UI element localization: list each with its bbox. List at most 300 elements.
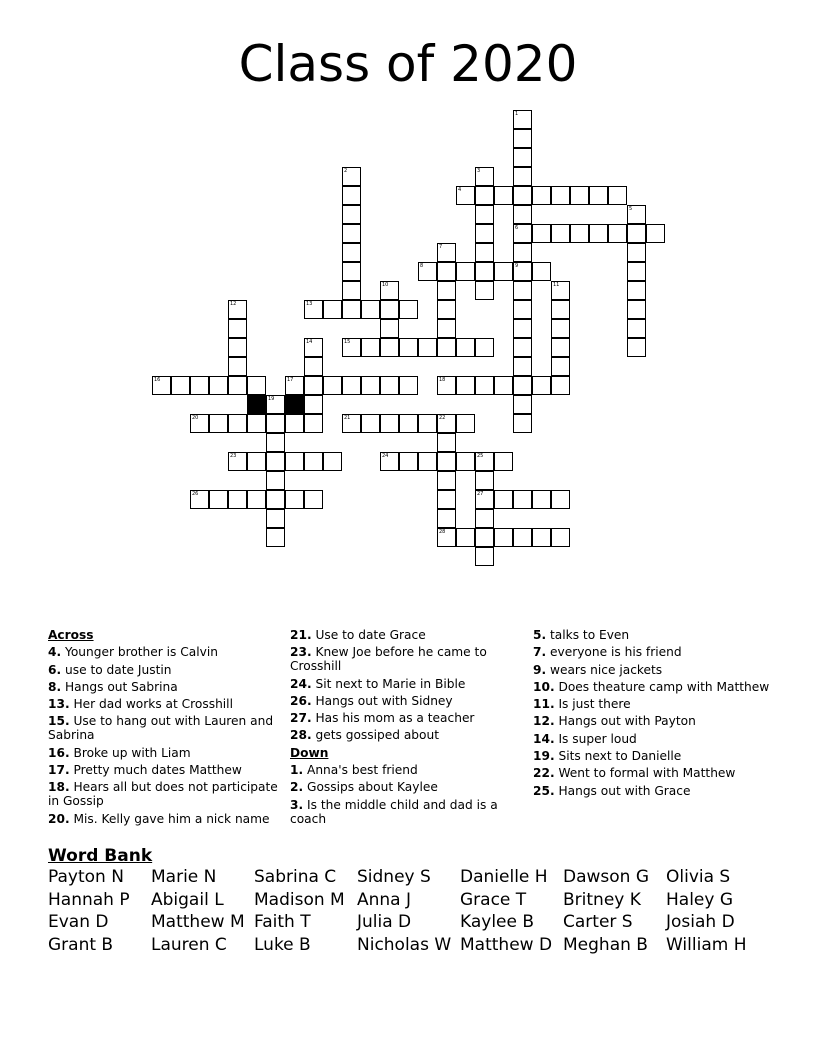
crossword-cell[interactable]	[570, 186, 589, 205]
clue-number: 22	[439, 415, 446, 421]
word-bank-name: Marie N	[151, 867, 217, 887]
word-bank-title: Word Bank	[48, 846, 153, 866]
crossword-cell[interactable]	[475, 452, 494, 471]
clue-number: 5	[629, 206, 633, 212]
crossword-cell[interactable]	[513, 338, 532, 357]
crossword-cell[interactable]	[304, 395, 323, 414]
crossword-cell[interactable]	[627, 300, 646, 319]
clue-number: 12	[230, 301, 237, 307]
crossword-cell[interactable]	[285, 414, 304, 433]
crossword-cell[interactable]	[532, 262, 551, 281]
clue-text: Is just there	[554, 697, 631, 712]
crossword-cell[interactable]	[266, 414, 285, 433]
page-title: Class of 2020	[238, 35, 578, 93]
crossword-cell[interactable]	[608, 224, 627, 243]
clue-text: Pretty much dates Matthew	[69, 763, 242, 778]
clue-item	[48, 746, 288, 760]
clue-text: Younger brother is Calvin	[61, 645, 218, 660]
clue-item	[533, 766, 773, 780]
crossword-cell[interactable]	[228, 357, 247, 376]
crossword-cell[interactable]	[171, 376, 190, 395]
clue-text: everyone is his friend	[546, 645, 682, 660]
word-bank-name: Faith T	[254, 912, 311, 932]
clue-item	[533, 714, 773, 728]
crossword-cell[interactable]	[494, 528, 513, 547]
crossword-cell[interactable]	[418, 338, 437, 357]
clue-number: 7.	[533, 645, 547, 660]
crossword-cell[interactable]	[513, 186, 532, 205]
clue-text: Hangs out Sabrina	[61, 679, 178, 694]
clue-item	[533, 628, 773, 642]
crossword-cell[interactable]	[532, 528, 551, 547]
clue-item	[533, 784, 773, 798]
shaded-square	[247, 395, 266, 414]
crossword-cell[interactable]	[228, 319, 247, 338]
clue-number: 14	[306, 339, 313, 345]
crossword-cell[interactable]	[551, 224, 570, 243]
clue-text: Her dad works at Crosshill	[69, 697, 233, 712]
crossword-cell[interactable]	[342, 338, 361, 357]
crossword-cell[interactable]	[437, 471, 456, 490]
crossword-cell[interactable]	[437, 414, 456, 433]
clue-text: Gossips about Kaylee	[303, 780, 438, 795]
word-bank-name: Julia D	[357, 912, 412, 932]
crossword-cell[interactable]	[266, 395, 285, 414]
clue-number: 15	[344, 339, 351, 345]
crossword-cell[interactable]	[551, 319, 570, 338]
clue-item	[48, 780, 288, 808]
word-bank-name: Sabrina C	[254, 867, 337, 887]
crossword-cell[interactable]	[456, 414, 475, 433]
crossword-cell[interactable]	[570, 224, 589, 243]
clue-text: Hangs out with Sidney	[311, 693, 453, 708]
shaded-square	[285, 395, 304, 414]
word-bank-name: Josiah D	[666, 912, 735, 932]
crossword-cell[interactable]	[304, 300, 323, 319]
crossword-cell[interactable]	[494, 376, 513, 395]
clue-number: 7	[439, 244, 443, 250]
clue-number: 10	[382, 282, 389, 288]
crossword-cell[interactable]	[380, 414, 399, 433]
clue-text: Sits next to Danielle	[554, 749, 682, 764]
clue-number: 5.	[533, 628, 547, 642]
crossword-cell[interactable]	[437, 452, 456, 471]
clue-number: 8	[420, 263, 424, 269]
crossword-cell[interactable]	[513, 281, 532, 300]
crossword-cell[interactable]	[266, 509, 285, 528]
crossword-cell[interactable]	[551, 528, 570, 547]
crossword-cell[interactable]	[475, 490, 494, 509]
clue-number: 4	[458, 187, 462, 193]
clue-item	[533, 749, 773, 763]
crossword-cell[interactable]	[228, 300, 247, 319]
clue-number: 9	[515, 263, 519, 269]
clue-number: 16	[154, 377, 161, 383]
crossword-cell[interactable]	[456, 262, 475, 281]
word-bank-name: Danielle H	[460, 867, 548, 887]
crossword-cell[interactable]	[380, 319, 399, 338]
crossword-cell[interactable]	[551, 186, 570, 205]
crossword-cell[interactable]	[361, 300, 380, 319]
word-bank-name: Kaylee B	[460, 912, 535, 932]
crossword-cell[interactable]	[627, 262, 646, 281]
crossword-cell[interactable]	[399, 414, 418, 433]
clue-number: 22.	[533, 766, 555, 781]
crossword-cell[interactable]	[475, 205, 494, 224]
crossword-cell[interactable]	[266, 528, 285, 547]
crossword-cell[interactable]	[551, 281, 570, 300]
word-bank-name: Evan D	[48, 912, 109, 932]
crossword-cell[interactable]	[494, 490, 513, 509]
crossword-cell[interactable]	[513, 167, 532, 186]
clue-number: 19	[268, 396, 275, 402]
clue-number: 12.	[533, 714, 555, 729]
crossword-cell[interactable]	[342, 262, 361, 281]
word-bank-name: Meghan B	[563, 934, 648, 955]
crossword-cell[interactable]	[380, 338, 399, 357]
crossword-cell[interactable]	[551, 357, 570, 376]
clue-number: 11	[553, 282, 560, 288]
crossword-cell[interactable]	[380, 281, 399, 300]
clue-number: 28	[439, 529, 446, 535]
crossword-cell[interactable]	[627, 224, 646, 243]
crossword-cell[interactable]	[551, 338, 570, 357]
word-bank-name: Matthew M	[151, 912, 245, 932]
clue-number: 20	[192, 415, 199, 421]
crossword-cell[interactable]	[152, 376, 171, 395]
crossword-cell[interactable]	[456, 376, 475, 395]
word-bank-name: Dawson G	[563, 867, 650, 887]
crossword-cell[interactable]	[342, 243, 361, 262]
clues-column-2	[290, 628, 526, 829]
crossword-cell[interactable]	[342, 376, 361, 395]
crossword-cell[interactable]	[342, 186, 361, 205]
clue-item	[290, 711, 526, 725]
crossword-cell[interactable]	[589, 224, 608, 243]
crossword-cell[interactable]	[342, 414, 361, 433]
crossword-cell[interactable]	[361, 376, 380, 395]
clue-item	[290, 780, 526, 794]
crossword-cell[interactable]	[361, 338, 380, 357]
clue-number: 16.	[48, 745, 70, 760]
clue-number: 13	[306, 301, 313, 307]
word-bank-name: Madison M	[254, 889, 345, 910]
crossword-cell[interactable]	[285, 452, 304, 471]
clue-number: 1.	[290, 763, 304, 778]
clue-text: Knew Joe before he came to Crosshill	[290, 645, 487, 674]
crossword-cell[interactable]	[418, 414, 437, 433]
clue-text: Has his mom as a teacher	[311, 711, 475, 726]
word-bank-name: Britney K	[563, 889, 641, 910]
crossword-cell[interactable]	[323, 300, 342, 319]
crossword-cell[interactable]	[475, 243, 494, 262]
crossword-cell[interactable]	[304, 490, 323, 509]
crossword-cell[interactable]	[437, 376, 456, 395]
crossword-cell[interactable]	[456, 338, 475, 357]
crossword-cell[interactable]	[209, 414, 228, 433]
crossword-cell[interactable]	[342, 167, 361, 186]
crossword-cell[interactable]	[513, 300, 532, 319]
crossword-cell[interactable]	[285, 376, 304, 395]
crossword-cell[interactable]	[266, 452, 285, 471]
crossword-cell[interactable]	[494, 262, 513, 281]
clue-item	[290, 677, 526, 691]
clue-text: Is the middle child and dad is a coach	[290, 797, 498, 826]
clue-number: 27.	[290, 711, 312, 726]
crossword-cell[interactable]	[437, 300, 456, 319]
clue-text: Anna's best friend	[303, 763, 418, 778]
crossword-cell[interactable]	[513, 243, 532, 262]
clue-item	[290, 798, 526, 826]
clue-text: Went to formal with Matthew	[554, 766, 736, 781]
clue-text: Broke up with Liam	[69, 745, 191, 760]
crossword-cell[interactable]	[456, 452, 475, 471]
crossword-cell[interactable]	[475, 262, 494, 281]
crossword-cell[interactable]	[513, 490, 532, 509]
crossword-cell[interactable]	[475, 224, 494, 243]
clue-number: 26	[192, 491, 199, 497]
clue-number: 27	[477, 491, 484, 497]
crossword-cell[interactable]	[627, 243, 646, 262]
clue-number: 8.	[48, 679, 62, 694]
word-bank-name: Sidney S	[357, 867, 431, 887]
crossword-cell[interactable]	[342, 205, 361, 224]
crossword-cell[interactable]	[437, 319, 456, 338]
clue-number: 24.	[290, 676, 312, 691]
crossword-cell[interactable]	[247, 490, 266, 509]
crossword-cell[interactable]	[247, 414, 266, 433]
clue-item	[290, 694, 526, 708]
clue-number: 13.	[48, 697, 70, 712]
crossword-cell[interactable]	[437, 262, 456, 281]
clue-text: Use to date Grace	[311, 628, 426, 642]
word-bank-name: William H	[666, 934, 747, 955]
crossword-cell[interactable]	[532, 490, 551, 509]
clue-item	[290, 728, 526, 742]
crossword-cell[interactable]	[513, 528, 532, 547]
clue-item	[290, 763, 526, 777]
crossword-cell[interactable]	[551, 376, 570, 395]
crossword-cell[interactable]	[266, 433, 285, 452]
crossword-cell[interactable]	[399, 300, 418, 319]
crossword-cell[interactable]	[247, 452, 266, 471]
word-bank-name: Carter S	[563, 912, 633, 932]
crossword-cell[interactable]	[342, 281, 361, 300]
crossword-cell[interactable]	[475, 281, 494, 300]
word-bank-name: Haley G	[666, 889, 734, 910]
clue-text: Sit next to Marie in Bible	[311, 676, 466, 691]
clue-item	[290, 628, 526, 642]
crossword-cell[interactable]	[228, 338, 247, 357]
clue-item	[533, 663, 773, 677]
crossword-cell[interactable]	[399, 452, 418, 471]
crossword-cell[interactable]	[418, 452, 437, 471]
crossword-cell[interactable]	[513, 224, 532, 243]
clue-number: 18.	[48, 780, 70, 795]
crossword-cell[interactable]	[323, 376, 342, 395]
crossword-cell[interactable]	[304, 414, 323, 433]
word-bank-name: Grant B	[48, 934, 114, 955]
clue-number: 3	[477, 168, 481, 174]
crossword-cell[interactable]	[589, 186, 608, 205]
word-bank-name: Matthew D	[460, 934, 553, 955]
crossword-cell[interactable]	[190, 414, 209, 433]
crossword-cell[interactable]	[475, 167, 494, 186]
crossword-cell[interactable]	[399, 338, 418, 357]
crossword-cell[interactable]	[513, 129, 532, 148]
crossword-cell[interactable]	[627, 319, 646, 338]
clue-number: 21	[344, 415, 351, 421]
crossword-cell[interactable]	[437, 338, 456, 357]
crossword-cell[interactable]	[513, 395, 532, 414]
clue-item	[533, 732, 773, 746]
crossword-cell[interactable]	[342, 300, 361, 319]
clues-column-1	[48, 628, 288, 829]
crossword-cell[interactable]	[380, 452, 399, 471]
crossword-cell[interactable]	[266, 471, 285, 490]
clue-number: 15.	[48, 714, 70, 729]
crossword-cell[interactable]	[494, 452, 513, 471]
clue-number: 2.	[290, 780, 304, 795]
crossword-cell[interactable]	[513, 110, 532, 129]
crossword-cell[interactable]	[475, 186, 494, 205]
clue-text: Hears all but does not participate in Gossip	[48, 780, 278, 809]
clue-text: wears nice jackets	[546, 662, 663, 677]
crossword-cell[interactable]	[513, 205, 532, 224]
crossword-cell[interactable]	[627, 338, 646, 357]
clue-number: 28.	[290, 728, 312, 743]
crossword-cell[interactable]	[209, 376, 228, 395]
crossword-cell[interactable]	[513, 376, 532, 395]
crossword-cell[interactable]	[551, 490, 570, 509]
crossword-cell[interactable]	[437, 490, 456, 509]
crossword-cell[interactable]	[190, 490, 209, 509]
crossword-cell[interactable]	[608, 186, 627, 205]
crossword-cell[interactable]	[342, 224, 361, 243]
crossword-cell[interactable]	[532, 224, 551, 243]
clue-item	[290, 645, 526, 673]
crossword-cell[interactable]	[437, 528, 456, 547]
crossword-cell[interactable]	[418, 262, 437, 281]
crossword-cell[interactable]	[228, 414, 247, 433]
crossword-cell[interactable]	[437, 281, 456, 300]
crossword-cell[interactable]	[513, 357, 532, 376]
word-bank-name: Olivia S	[666, 867, 731, 887]
crossword-cell[interactable]	[190, 376, 209, 395]
crossword-cell[interactable]	[228, 490, 247, 509]
clue-item	[48, 663, 288, 677]
clue-number: 10.	[533, 679, 555, 694]
clue-text: Does theature camp with Matthew	[554, 679, 770, 694]
crossword-cell[interactable]	[513, 148, 532, 167]
clue-number: 6.	[48, 662, 62, 677]
crossword-cell[interactable]	[513, 319, 532, 338]
clue-item	[533, 697, 773, 711]
clue-number: 6	[515, 225, 519, 231]
crossword-cell[interactable]	[380, 376, 399, 395]
crossword-cell[interactable]	[266, 490, 285, 509]
crossword-cell[interactable]	[456, 528, 475, 547]
crossword-cell[interactable]	[513, 262, 532, 281]
crossword-cell[interactable]	[437, 243, 456, 262]
clue-text: Is super loud	[554, 731, 637, 746]
crossword-cell[interactable]	[361, 414, 380, 433]
crossword-cell[interactable]	[285, 490, 304, 509]
word-bank-name: Abigail L	[151, 889, 224, 910]
clue-number: 3.	[290, 797, 304, 812]
crossword-cell[interactable]	[399, 376, 418, 395]
crossword-cell[interactable]	[228, 452, 247, 471]
clue-number: 26.	[290, 693, 312, 708]
clue-text: use to date Justin	[61, 662, 172, 677]
crossword-cell[interactable]	[551, 300, 570, 319]
word-bank-name: Nicholas W	[357, 934, 452, 955]
crossword-cell[interactable]	[247, 376, 266, 395]
clue-number: 2	[344, 168, 348, 174]
clue-number: 25.	[533, 783, 555, 798]
crossword-cell[interactable]	[475, 471, 494, 490]
crossword-cell[interactable]	[304, 338, 323, 357]
clue-number: 1	[515, 111, 519, 117]
crossword-cell[interactable]	[228, 376, 247, 395]
crossword-cell[interactable]	[437, 509, 456, 528]
clue-number: 19.	[533, 749, 555, 764]
clue-number: 17.	[48, 763, 70, 778]
word-bank-name: Hannah P	[48, 889, 130, 910]
clue-number: 24	[382, 453, 389, 459]
crossword-cell[interactable]	[494, 186, 513, 205]
crossword-cell[interactable]	[513, 414, 532, 433]
crossword-cell[interactable]	[646, 224, 665, 243]
crossword-cell[interactable]	[627, 205, 646, 224]
clue-text: Mis. Kelly gave him a nick name	[69, 811, 270, 826]
clue-number: 9.	[533, 662, 547, 677]
word-bank-name: Anna J	[357, 889, 412, 910]
word-bank-name: Payton N	[48, 867, 124, 887]
crossword-cell[interactable]	[532, 376, 551, 395]
crossword-cell[interactable]	[475, 376, 494, 395]
clue-text: talks to Even	[546, 628, 630, 642]
word-bank-name: Grace T	[460, 889, 527, 910]
clue-number: 18	[439, 377, 446, 383]
crossword-cell[interactable]	[456, 186, 475, 205]
crossword-cell[interactable]	[304, 452, 323, 471]
crossword-cell[interactable]	[304, 357, 323, 376]
crossword-cell[interactable]	[475, 547, 494, 566]
clue-item	[48, 680, 288, 694]
clue-number: 20.	[48, 811, 70, 826]
crossword-cell[interactable]	[380, 300, 399, 319]
clue-number: 11.	[533, 697, 555, 712]
crossword-cell[interactable]	[532, 186, 551, 205]
clue-text: Hangs out with Payton	[554, 714, 696, 729]
crossword-cell[interactable]	[475, 528, 494, 547]
clue-text: Use to hang out with Lauren and Sabrina	[48, 714, 274, 743]
down-heading: Down	[290, 745, 329, 760]
across-heading: Across	[48, 628, 94, 642]
clue-item	[48, 812, 288, 826]
crossword-cell[interactable]	[475, 338, 494, 357]
crossword-cell[interactable]	[437, 433, 456, 452]
crossword-cell[interactable]	[323, 452, 342, 471]
clue-number: 23.	[290, 645, 312, 660]
word-bank-name: Luke B	[254, 934, 311, 955]
crossword-cell[interactable]	[627, 281, 646, 300]
crossword-cell[interactable]	[304, 376, 323, 395]
crossword-cell[interactable]	[475, 509, 494, 528]
clue-number: 25	[477, 453, 484, 459]
crossword-cell[interactable]	[209, 490, 228, 509]
